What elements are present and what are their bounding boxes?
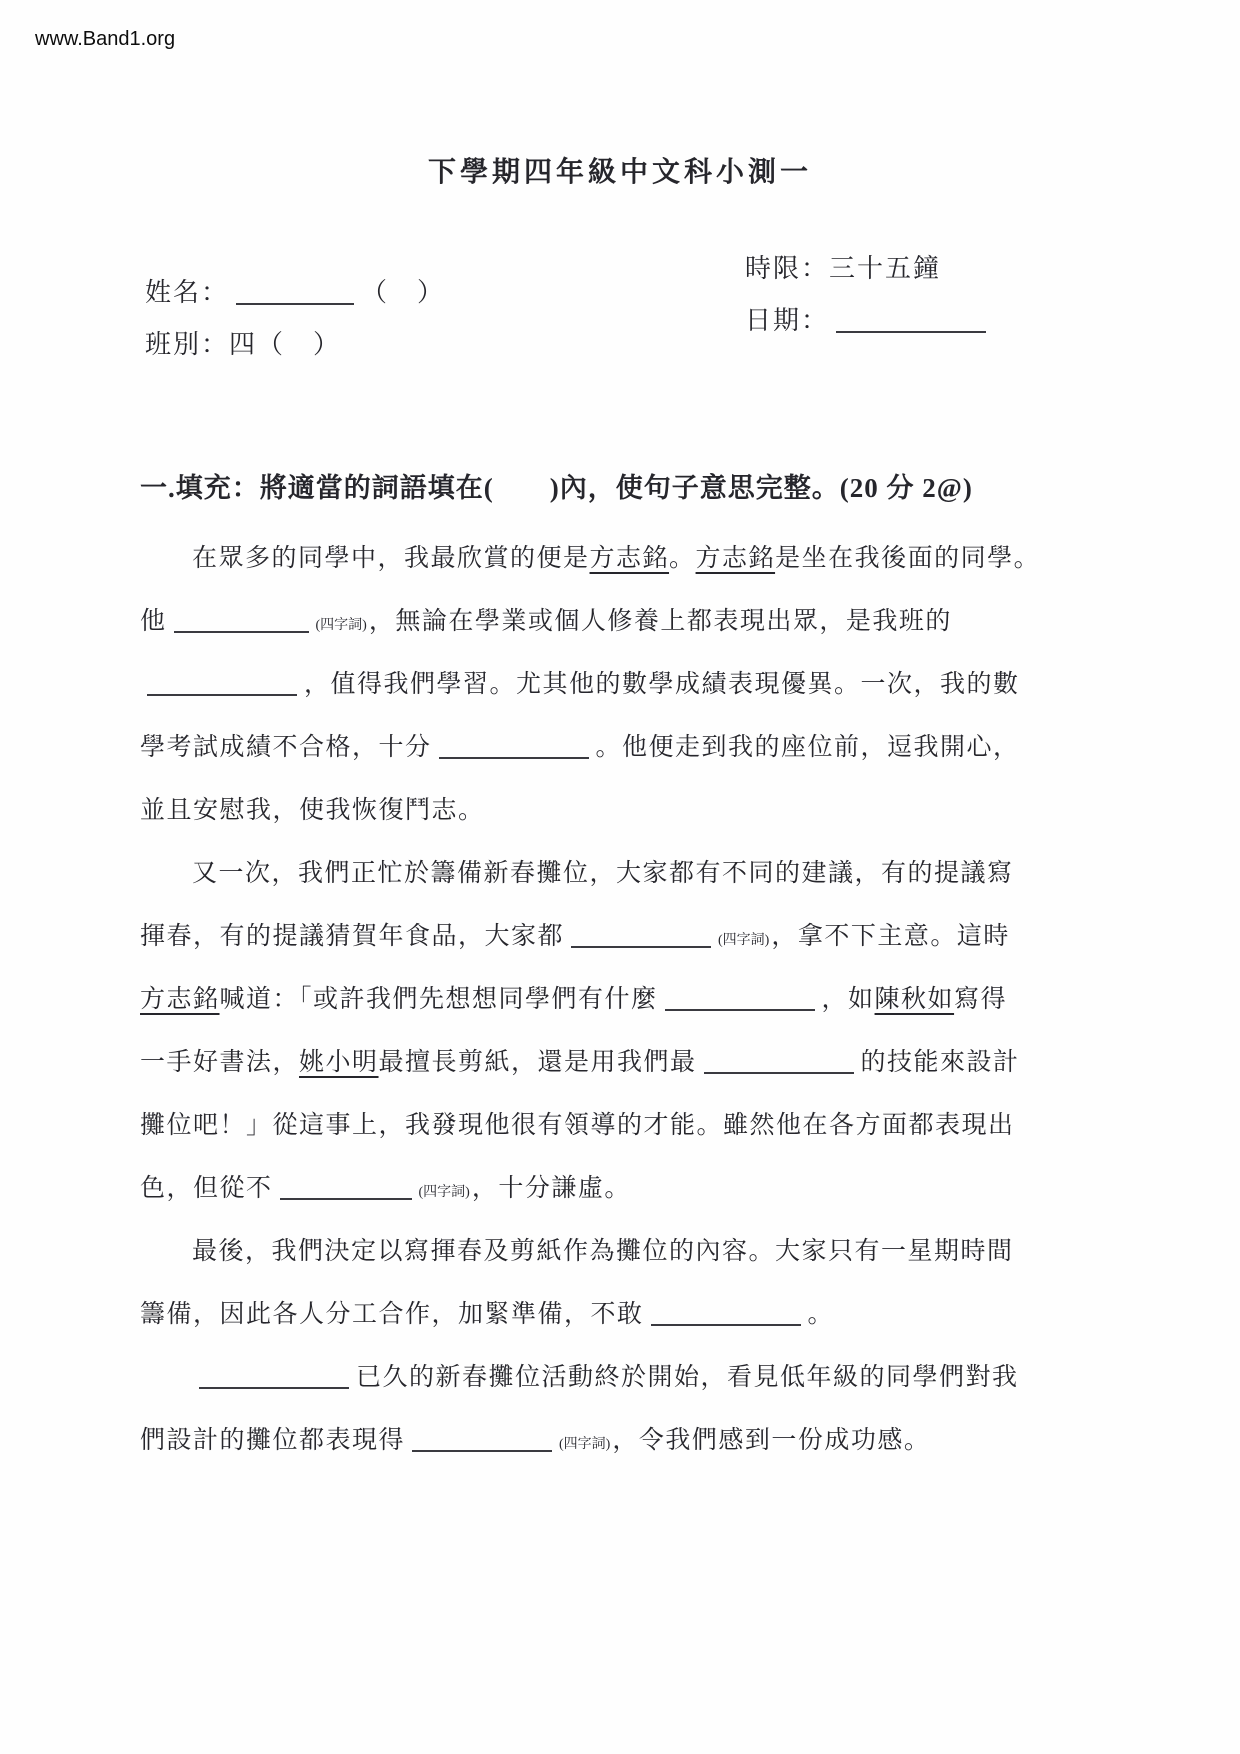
- passage-text: （ ）: [361, 278, 446, 307]
- fill-in-blank-9[interactable]: [199, 1361, 349, 1389]
- passage-text: 。: [669, 545, 696, 572]
- underlined-name: 方志銘: [695, 545, 776, 572]
- passage-text: 。: [807, 1301, 835, 1328]
- passage-text: 籌備，因此各人分工合作，加緊準備，不敢: [140, 1301, 644, 1328]
- passage-text: 最後，我們決定以寫揮春及剪紙作為攤位的內容。大家只有一星期時間: [192, 1238, 1014, 1265]
- passage-text: ，令我們感到一份成功感。: [612, 1427, 931, 1454]
- passage-text: 並且安慰我，使我恢復鬥志。: [140, 797, 485, 824]
- underlined-name: 方志銘: [140, 986, 220, 1013]
- passage-text: 班別：四（ ）: [145, 330, 342, 359]
- word-type-note: (四字詞): [315, 618, 367, 633]
- passage-line: [140, 1283, 1100, 1346]
- passage-text: 姓名：: [145, 278, 230, 307]
- passage-text: 。他便走到我的座位前，逗我開心，: [595, 734, 1020, 761]
- passage-text: ，值得我們學習。尤其他的數學成績表現優異。一次，我的數: [304, 671, 1020, 698]
- fill-in-blank-5[interactable]: [665, 983, 815, 1011]
- fill-in-blank-3[interactable]: [439, 731, 589, 759]
- passage-text: 寫得: [954, 986, 1008, 1013]
- fill-in-blank-1[interactable]: [174, 605, 309, 633]
- passage-line: [140, 527, 1100, 590]
- passage-text: ，拿不下主意。這時: [771, 923, 1010, 950]
- fill-in-passage: [140, 527, 1100, 1472]
- passage-line: [140, 1220, 1100, 1283]
- passage-text: 日期：: [745, 306, 830, 335]
- passage-line: [140, 1409, 1100, 1472]
- fill-in-blank-8[interactable]: [651, 1298, 801, 1326]
- passage-line: [140, 842, 1100, 905]
- time-limit-line: [745, 243, 993, 295]
- passage-text: 他: [140, 608, 167, 635]
- date-blank[interactable]: [836, 305, 986, 333]
- passage-text: ，十分謙虛。: [471, 1175, 631, 1202]
- fill-in-blank-4[interactable]: [571, 920, 711, 948]
- passage-line: [140, 716, 1100, 779]
- fill-in-blank-2[interactable]: [147, 668, 297, 696]
- passage-text: 攤位吧！」從這事上，我發現他很有領導的才能。雖然他在各方面都表現出: [140, 1112, 1015, 1139]
- passage-text: 已久的新春攤位活動終於開始，看見低年級的同學們對我: [356, 1364, 1019, 1391]
- passage-text: 一手好書法，: [140, 1049, 300, 1076]
- passage-line: [140, 968, 1100, 1031]
- passage-line: [140, 653, 1100, 716]
- name-line: [145, 267, 445, 319]
- passage-text: 學考試成績不合格，十分: [140, 734, 432, 761]
- passage-text: 在眾多的同學中，我最欣賞的便是: [192, 545, 590, 572]
- section-1-fill-in: [140, 466, 1100, 1472]
- passage-text: ，如: [821, 986, 875, 1013]
- passage-text: ，無論在學業或個人修養上都表現出眾，是我班的: [368, 608, 952, 635]
- word-type-note: (四字詞): [718, 933, 770, 948]
- passage-line: [140, 779, 1100, 842]
- passage-line: [140, 1031, 1100, 1094]
- underlined-name: 姚小明: [299, 1049, 379, 1076]
- passage-line: [140, 590, 1100, 653]
- student-name-blank[interactable]: [236, 277, 354, 305]
- passage-line: [140, 1346, 1100, 1409]
- header-right-block: [745, 243, 993, 347]
- header-left-block: [145, 267, 445, 371]
- passage-text: 時限：三十五鐘: [745, 254, 942, 283]
- class-line: [145, 319, 445, 371]
- passage-line: [140, 1157, 1100, 1220]
- fill-in-blank-6[interactable]: [704, 1046, 854, 1074]
- passage-text: 色，但從不: [140, 1175, 273, 1202]
- passage-text: 最擅長剪紙，還是用我們最: [378, 1049, 697, 1076]
- section-1-heading: 一.填充：將適當的詞語填在( )內，使句子意思完整。(20 分 2@): [140, 473, 973, 503]
- passage-text: 是坐在我後面的同學。: [775, 545, 1041, 572]
- passage-text: 喊道：「或許我們先想想同學們有什麼: [219, 986, 658, 1013]
- passage-text: 的技能來設計: [860, 1049, 1020, 1076]
- passage-text: 又一次，我們正忙於籌備新春攤位，大家都有不同的建議，有的提議寫: [192, 860, 1014, 887]
- site-watermark: www.Band1.org: [35, 28, 176, 50]
- fill-in-blank-7[interactable]: [280, 1172, 412, 1200]
- passage-text: 們設計的攤位都表現得: [140, 1427, 406, 1454]
- date-line: [745, 295, 993, 347]
- page-title: 下學期四年級中文科小測一: [427, 157, 812, 188]
- passage-text: 揮春，有的提議猜賀年食品，大家都: [140, 923, 565, 950]
- passage-line: [140, 1094, 1100, 1157]
- underlined-name: 陳秋如: [874, 986, 955, 1013]
- underlined-name: 方志銘: [589, 545, 670, 572]
- fill-in-blank-10[interactable]: [412, 1424, 552, 1452]
- passage-line: [140, 905, 1100, 968]
- word-type-note: (四字詞): [418, 1185, 470, 1200]
- word-type-note: (四字詞): [559, 1437, 611, 1452]
